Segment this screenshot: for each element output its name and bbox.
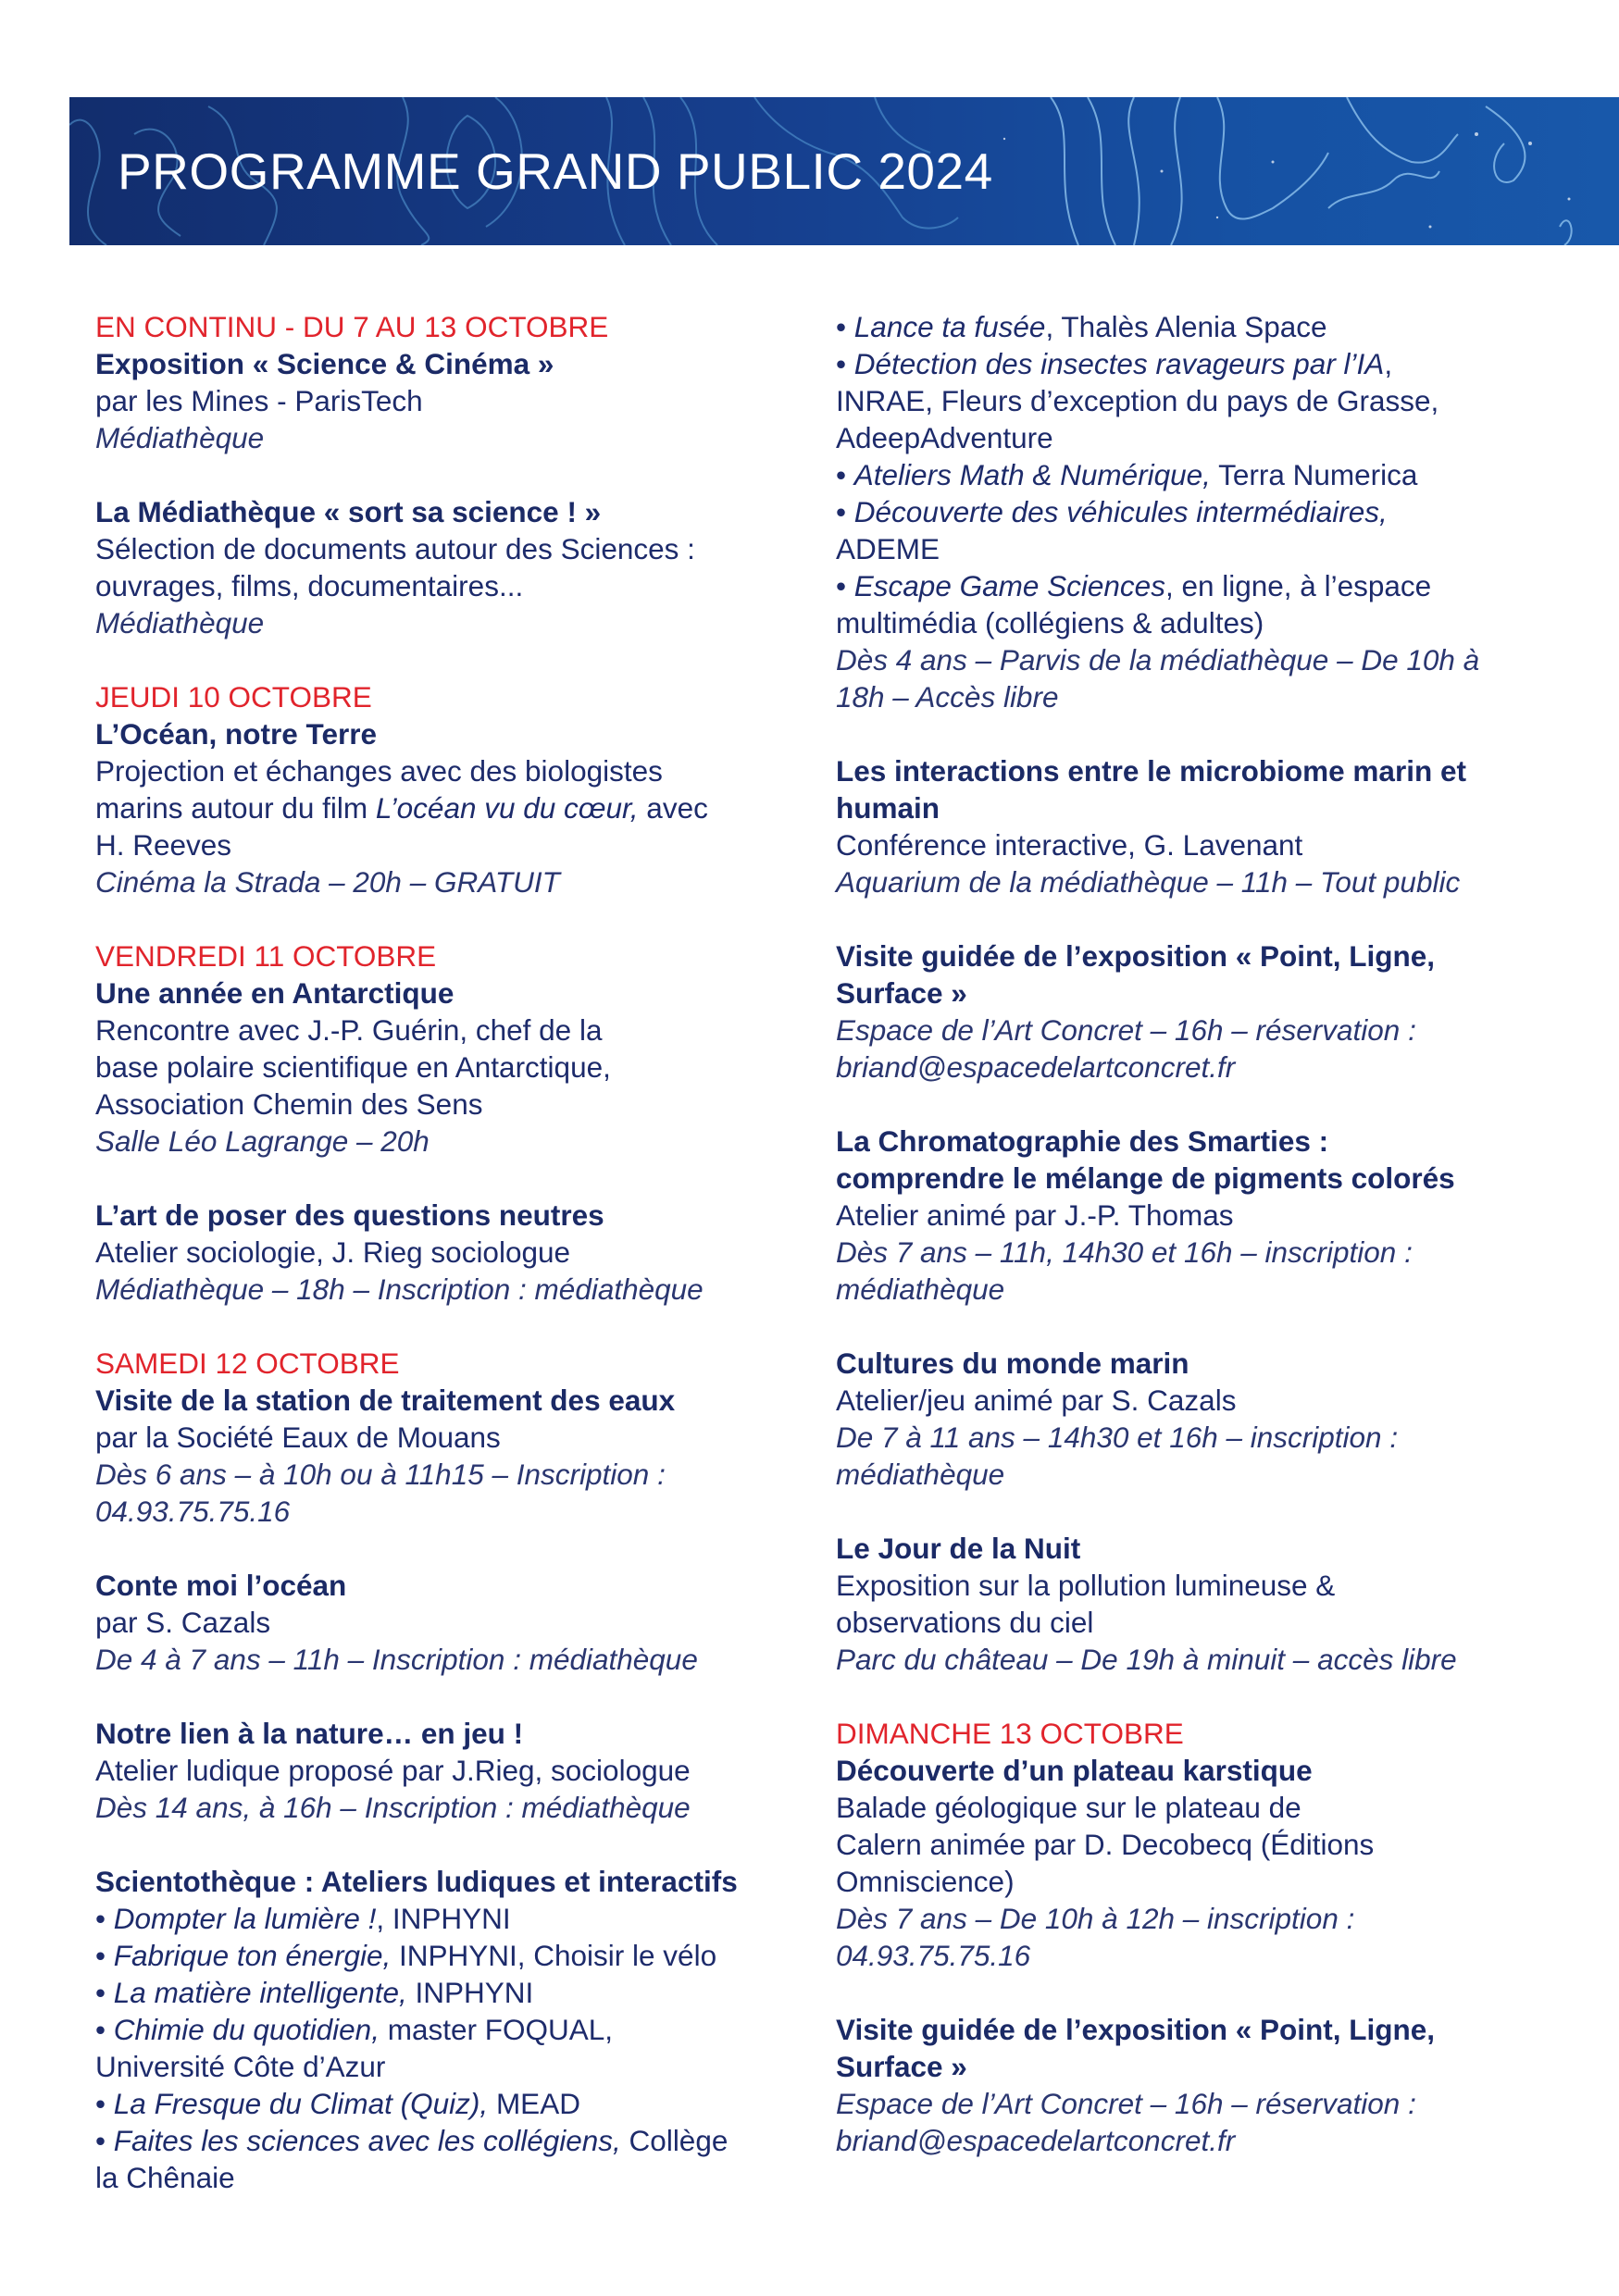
event-title: Surface » <box>836 976 967 1010</box>
event-info: Cinéma la Strada – 20h – GRATUIT <box>95 865 560 899</box>
list-item: • Découverte des véhicules intermédiaires, <box>836 495 1388 528</box>
page-title: PROGRAMME GRAND PUBLIC 2024 <box>118 143 993 200</box>
event-info: Dès 7 ans – 11h, 14h30 et 16h – inscription : <box>836 1235 1413 1269</box>
event-info: Dès 7 ans – De 10h à 12h – inscription : <box>836 1902 1355 1935</box>
event-info: Aquarium de la médiathèque – 11h – Tout public <box>836 865 1461 899</box>
event-phone: 04.93.75.75.16 <box>836 1939 1031 1972</box>
event-info: Dès 4 ans – Parvis de la médiathèque – De 10h à <box>836 643 1480 676</box>
event-title: La Médiathèque « sort sa science ! » <box>95 495 602 528</box>
list-item-continued: AdeepAdventure <box>836 421 1053 454</box>
workshop-name: La Fresque du Climat (Quiz), <box>113 2087 489 2120</box>
event-title: Visite de la station de traitement des eaux <box>95 1384 676 1417</box>
event-title: Conte moi l’océan <box>95 1569 347 1602</box>
scientotheque-continued <box>836 308 1549 715</box>
workshop-name: Ateliers Math & Numérique, <box>853 458 1211 491</box>
section-samedi <box>95 1345 808 2196</box>
event-desc: Sélection de documents autour des Sciences : <box>95 532 695 565</box>
workshop-name: Faites les sciences avec les collégiens, <box>113 2124 621 2157</box>
event-desc: ouvrages, films, documentaires... <box>95 569 524 602</box>
list-item: • Fabrique ton énergie, INPHYNI, Choisir le vélo <box>95 1939 717 1972</box>
event-jour-de-la-nuit <box>836 1530 1549 1678</box>
event-info: médiathèque <box>836 1272 1005 1306</box>
event-info: Médiathèque <box>95 606 265 639</box>
event-title: Découverte d’un plateau karstique <box>836 1754 1313 1787</box>
list-item: • La Fresque du Climat (Quiz), MEAD <box>95 2087 580 2120</box>
event-title: Visite guidée de l’exposition « Point, Ligne, <box>836 939 1436 973</box>
event-title: La Chromatographie des Smarties : <box>836 1124 1329 1158</box>
workshop-org: , INPHYNI <box>376 1902 511 1935</box>
event-microbiome <box>836 752 1549 900</box>
list-item-continued: ADEME <box>836 532 940 565</box>
event-title: Visite guidée de l’exposition « Point, Ligne, <box>836 2013 1436 2046</box>
email-link[interactable]: briand@espacedelartconcret.fr <box>836 1050 1236 1084</box>
event-desc: Atelier sociologie, J. Rieg sociologue <box>95 1235 571 1269</box>
event-desc: par la Société Eaux de Mouans <box>95 1421 501 1454</box>
event-info: 18h – Accès libre <box>836 680 1059 714</box>
event-chromatographie <box>836 1123 1549 1308</box>
event-desc: Rencontre avec J.-P. Guérin, chef de la <box>95 1013 603 1047</box>
event-desc: Atelier ludique proposé par J.Rieg, sociologue <box>95 1754 691 1787</box>
list-item: • La matière intelligente, INPHYNI <box>95 1976 534 2009</box>
workshop-org: Terra Numerica <box>1210 458 1418 491</box>
list-item: • Escape Game Sciences, en ligne, à l’espace <box>836 569 1432 602</box>
list-item-continued: Université Côte d’Azur <box>95 2050 386 2083</box>
event-title: Le Jour de la Nuit <box>836 1532 1081 1565</box>
event-desc: Exposition sur la pollution lumineuse & <box>836 1569 1336 1602</box>
event-title: Une année en Antarctique <box>95 976 455 1010</box>
list-item: • Lance ta fusée, Thalès Alenia Space <box>836 310 1327 343</box>
day-heading: DIMANCHE 13 OCTOBRE <box>836 1717 1184 1750</box>
list-item: • Ateliers Math & Numérique, Terra Numerica <box>836 458 1418 491</box>
workshop-org: , Thalès Alenia Space <box>1045 310 1327 343</box>
event-desc: Projection et échanges avec des biologistes <box>95 754 663 788</box>
event-cultures-marin <box>836 1345 1549 1493</box>
list-item: • Détection des insectes ravageurs par l’IA, <box>836 347 1393 380</box>
event-title: humain <box>836 791 940 825</box>
event-desc: Balade géologique sur le plateau de <box>836 1791 1301 1824</box>
event-phone: 04.93.75.75.16 <box>95 1495 291 1528</box>
left-column <box>95 308 808 2196</box>
event-title: Cultures du monde marin <box>836 1347 1189 1380</box>
right-column <box>836 308 1549 2159</box>
event-info: Médiathèque <box>95 421 265 454</box>
event-desc: Atelier/jeu animé par S. Cazals <box>836 1384 1237 1417</box>
event-desc: Calern animée par D. Decobecq (Éditions <box>836 1828 1375 1861</box>
workshop-org: INPHYNI <box>406 1976 534 2009</box>
workshop-org: master FOQUAL, <box>379 2013 614 2046</box>
workshop-org: MEAD <box>488 2087 580 2120</box>
desc-text: avec <box>638 791 708 825</box>
list-item: • Dompter la lumière !, INPHYNI <box>95 1902 511 1935</box>
event-desc: base polaire scientifique en Antarctique, <box>95 1050 611 1084</box>
workshop-org: INPHYNI, Choisir le vélo <box>391 1939 717 1972</box>
event-info: Salle Léo Lagrange – 20h <box>95 1124 430 1158</box>
workshop-org: , en ligne, à l’espace <box>1164 569 1432 602</box>
event-info: Espace de l’Art Concret – 16h – réservation : <box>836 1013 1416 1047</box>
event-desc: par les Mines - ParisTech <box>95 384 423 417</box>
event-title: Notre lien à la nature… en jeu ! <box>95 1717 524 1750</box>
event-desc: Conférence interactive, G. Lavenant <box>836 828 1303 862</box>
workshop-name: Chimie du quotidien, <box>113 2013 380 2046</box>
section-vendredi <box>95 937 808 1308</box>
event-title: L’Océan, notre Terre <box>95 717 378 751</box>
workshop-name: Lance ta fusée <box>853 310 1046 343</box>
event-title: L’art de poser des questions neutres <box>95 1198 604 1232</box>
event-info: Médiathèque – 18h – Inscription : médiathèque <box>95 1272 704 1306</box>
event-desc: Association Chemin des Sens <box>95 1087 483 1121</box>
event-desc: Omniscience) <box>836 1865 1015 1898</box>
event-info: médiathèque <box>836 1458 1005 1491</box>
event-info: De 7 à 11 ans – 14h30 et 16h – inscription : <box>836 1421 1399 1454</box>
section-en-continu <box>95 308 808 641</box>
section-jeudi <box>95 678 808 900</box>
event-info: Dès 6 ans – à 10h ou à 11h15 – Inscription : <box>95 1458 666 1491</box>
event-desc: observations du ciel <box>836 1606 1094 1639</box>
list-item-continued: INRAE, Fleurs d’exception du pays de Grasse, <box>836 384 1439 417</box>
film-title: L’océan vu du cœur, <box>375 791 639 825</box>
event-info: Parc du château – De 19h à minuit – accès libre <box>836 1643 1457 1676</box>
event-title: Surface » <box>836 2050 967 2083</box>
day-heading: VENDREDI 11 OCTOBRE <box>95 939 437 973</box>
workshop-name: Dompter la lumière ! <box>113 1902 377 1935</box>
event-info: Espace de l’Art Concret – 16h – réservation : <box>836 2087 1416 2120</box>
workshop-name: Détection des insectes ravageurs par l’IA <box>853 347 1385 380</box>
event-desc: Atelier animé par J.-P. Thomas <box>836 1198 1234 1232</box>
section-dimanche <box>836 1715 1549 2159</box>
workshop-name: Fabrique ton énergie, <box>113 1939 392 1972</box>
event-title: Les interactions entre le microbiome marin et <box>836 754 1466 788</box>
desc-text: marins autour du film <box>95 791 376 825</box>
event-visite-guidee <box>836 937 1549 1086</box>
workshop-org: , <box>1384 347 1393 380</box>
list-item: • Faites les sciences avec les collégiens, Collège <box>95 2124 729 2157</box>
list-item-continued: la Chênaie <box>95 2161 235 2194</box>
workshop-org: Collège <box>620 2124 729 2157</box>
day-heading: SAMEDI 12 OCTOBRE <box>95 1347 400 1380</box>
workshop-name: Escape Game Sciences <box>853 569 1165 602</box>
workshop-name: Découverte des véhicules intermédiaires, <box>853 495 1388 528</box>
event-title: Exposition « Science & Cinéma » <box>95 347 554 380</box>
event-desc: H. Reeves <box>95 828 232 862</box>
workshop-name: La matière intelligente, <box>113 1976 407 2009</box>
event-desc: par S. Cazals <box>95 1606 271 1639</box>
email-link[interactable]: briand@espacedelartconcret.fr <box>836 2124 1236 2157</box>
list-item-continued: multimédia (collégiens & adultes) <box>836 606 1264 639</box>
event-info: De 4 à 7 ans – 11h – Inscription : médiathèque <box>95 1643 698 1676</box>
event-title: Scientothèque : Ateliers ludiques et interactifs <box>95 1865 738 1898</box>
event-info: Dès 14 ans, à 16h – Inscription : médiathèque <box>95 1791 691 1824</box>
day-heading: JEUDI 10 OCTOBRE <box>95 680 372 714</box>
list-item: • Chimie du quotidien, master FOQUAL, <box>95 2013 614 2046</box>
header-banner <box>69 97 1619 245</box>
day-heading: EN CONTINU - DU 7 AU 13 OCTOBRE <box>95 310 609 343</box>
event-title: comprendre le mélange de pigments colorés <box>836 1161 1455 1195</box>
event-desc <box>95 789 808 826</box>
